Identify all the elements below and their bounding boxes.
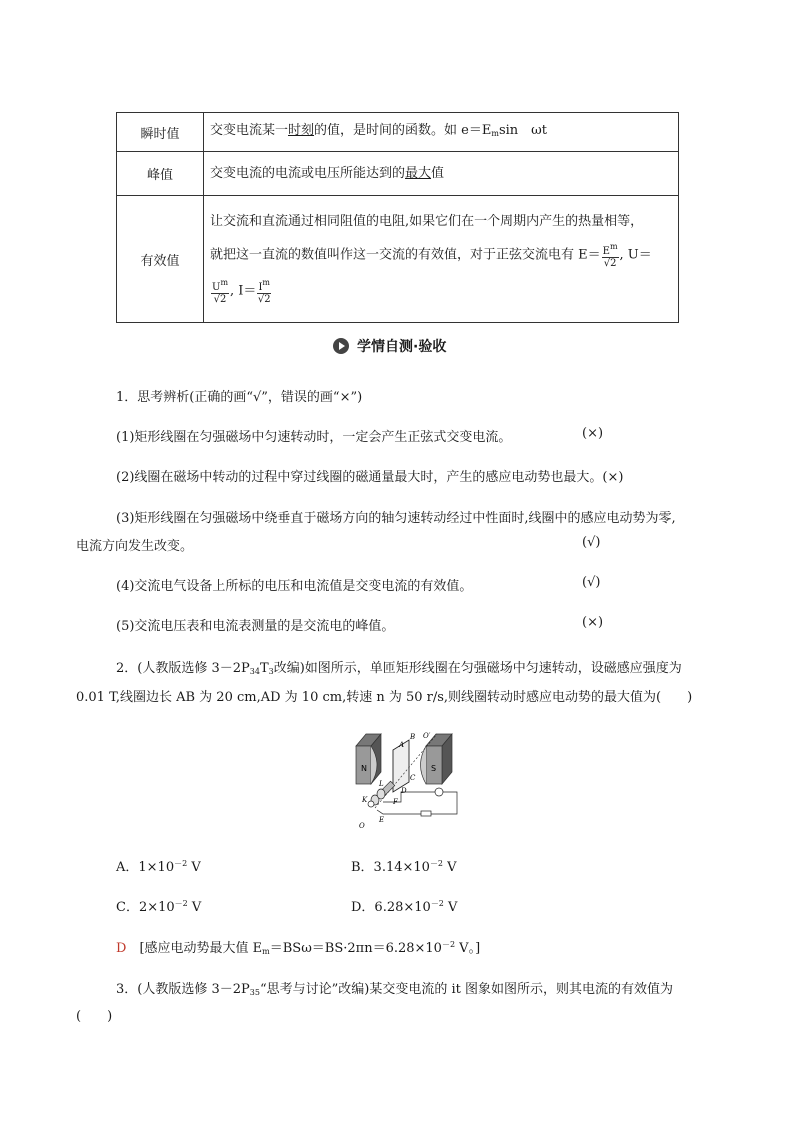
- superscript: －2: [174, 859, 188, 868]
- q1-item-2: (2)线圈在磁场中转动的过程中穿过线圈的磁通量最大时，产生的感应电动势也最大。(×): [116, 470, 624, 485]
- desc-line: 让交流和直流通过相同阻值的电阻,如果它们在一个周期内产生的热量相等，: [210, 214, 644, 229]
- underlined-text: 最大: [405, 165, 432, 181]
- superscript: m: [220, 278, 229, 287]
- option-text: C．2×10: [116, 900, 175, 915]
- q1-item-4-mark: (√): [582, 575, 601, 590]
- q1-item-5-mark: (×): [582, 615, 604, 630]
- row-name-cell: 峰值: [117, 152, 204, 196]
- superscript: m: [262, 278, 270, 287]
- slip-ring-2: [377, 789, 385, 799]
- q1-item-1: (1)矩形线圈在匀强磁场中匀速转动时，一定会产生正弦式交变电流。: [116, 430, 512, 445]
- option-unit: V: [187, 860, 201, 875]
- q2-option-a: [116, 856, 201, 875]
- generator-diagram: [353, 730, 463, 832]
- q1-item-3-mark: (√): [582, 535, 601, 550]
- q1-item-4: (4)交流电气设备上所标的电压和电流值是交变电流的有效值。: [116, 579, 473, 594]
- q3-text: 3．(人教版选修 3－2P: [116, 982, 250, 997]
- label-f: F: [393, 798, 398, 806]
- answer-text: V。]: [455, 941, 481, 956]
- desc-text: 值: [431, 165, 445, 181]
- subscript: m: [491, 128, 499, 138]
- q2-option-d: [351, 896, 457, 915]
- desc-text: , U＝: [619, 247, 652, 263]
- label-o-prime: O′: [423, 732, 431, 740]
- label-k: K: [362, 796, 368, 804]
- q2-text: 2．(人教版选修 3－2P: [116, 661, 250, 676]
- q2-text: 改编)如图所示，单匝矩形线圈在匀强磁场中匀速转动，设磁感应强度为: [273, 661, 682, 676]
- answer-letter: D: [116, 941, 127, 956]
- external-circuit: [377, 792, 457, 814]
- superscript: m: [609, 242, 618, 251]
- label-s: S: [431, 764, 437, 773]
- desc-text: 的值，是时间的函数。如 e＝E: [314, 122, 492, 138]
- table-row: [117, 113, 679, 152]
- desc-text: 交变电流的电流或电压所能达到的: [210, 165, 406, 181]
- q2-answer: [116, 937, 480, 956]
- q3-stem-line2: ( ): [76, 1009, 113, 1024]
- superscript: －2: [441, 940, 456, 949]
- subscript: m: [262, 947, 270, 956]
- option-text: B．3.14×10: [351, 860, 430, 875]
- label-a: A: [399, 741, 405, 749]
- option-text: D．6.28×10: [351, 900, 431, 915]
- q1-item-3-cont: 电流方向发生改变。: [76, 539, 194, 554]
- fraction-U: $\frac{U^m}{√2}$: [212, 278, 229, 305]
- q3-text: “思考与讨论”改编)某交变电流的 it 图象如图所示，则其电流的有效值为: [259, 982, 673, 997]
- label-e: E: [379, 816, 385, 824]
- label-n: N: [361, 764, 367, 773]
- s-pole-curve: [421, 746, 427, 784]
- superscript: －2: [430, 899, 444, 908]
- frac-den: 2: [264, 294, 271, 305]
- row-desc-cell: [204, 196, 679, 323]
- q3-stem-line1: [116, 978, 673, 997]
- desc-text: 就把这一直流的数值叫作这一交流的有效值，对于正弦交流电有 E＝: [210, 247, 601, 263]
- q1-stem: 1．思考辨析(正确的画“√”，错误的画“×”): [116, 390, 363, 405]
- q2-stem-line1: [116, 657, 682, 676]
- frac-num: I: [258, 282, 263, 293]
- section-title: 学情自测·验收: [357, 339, 447, 355]
- label-d: D: [401, 787, 407, 795]
- table-row: [117, 196, 679, 323]
- subscript: 35: [249, 988, 260, 997]
- option-text: A．1×10: [116, 860, 175, 875]
- frac-num: U: [212, 282, 221, 293]
- superscript: －2: [174, 899, 188, 908]
- section-header: [333, 336, 446, 356]
- frac-den: 2: [610, 258, 617, 269]
- option-unit: V: [443, 900, 458, 915]
- desc-text: 交变电流某一: [210, 122, 289, 138]
- row-name-cell: 瞬时值: [117, 113, 204, 152]
- fraction-E: $\frac{E^m}{√2}$: [602, 242, 618, 269]
- q1-item-5: (5)交流电压表和电流表测量的是交流电的峰值。: [116, 619, 395, 634]
- label-o: O: [359, 822, 365, 830]
- brush-k: [368, 801, 374, 807]
- desc-text: , I＝: [230, 283, 257, 299]
- underlined-text: 时刻: [288, 122, 315, 138]
- label-c: C: [410, 774, 416, 782]
- desc-line: [210, 277, 678, 305]
- q1-item-1-mark: (×): [582, 426, 604, 441]
- option-unit: V: [443, 860, 457, 875]
- q2-text: T: [259, 661, 269, 676]
- fraction-I: $\frac{I^m}{√2}$: [257, 278, 271, 305]
- label-l: L: [379, 780, 384, 788]
- q2-stem-line2: 0.01 T,线圈边长 AB 为 20 cm,AD 为 10 cm,转速 n 为 50 r/s,则线圈转动时感应电动势的最大值为( ): [76, 690, 693, 705]
- answer-text: ＝BSω＝BS·2πn＝6.28×10: [269, 941, 442, 956]
- desc-text: sin ωt: [498, 122, 547, 138]
- q2-option-b: [351, 856, 457, 875]
- row-desc-cell: [204, 152, 679, 196]
- play-circle-icon: [333, 338, 349, 354]
- answer-text: [感应电动势最大值 E: [126, 941, 263, 956]
- frac-num: E: [602, 246, 610, 257]
- q1-item-3: (3)矩形线圈在匀强磁场中绕垂直于磁场方向的轴匀速转动经过中性面时,线圈中的感应电动势为零,: [116, 511, 676, 526]
- subscript: 3: [268, 667, 274, 676]
- superscript: －2: [429, 859, 444, 868]
- row-desc-cell: [204, 113, 679, 152]
- label-b: B: [410, 733, 416, 741]
- frac-den: 2: [220, 294, 227, 305]
- subscript: 34: [249, 667, 260, 676]
- option-unit: V: [187, 900, 202, 915]
- row-name-cell: 有效值: [117, 196, 204, 323]
- definition-table: [116, 112, 679, 323]
- desc-line: [210, 241, 678, 269]
- resistor-icon: [421, 811, 431, 816]
- ammeter-icon: [435, 788, 443, 796]
- q2-option-c: [116, 896, 201, 915]
- table-row: [117, 152, 679, 196]
